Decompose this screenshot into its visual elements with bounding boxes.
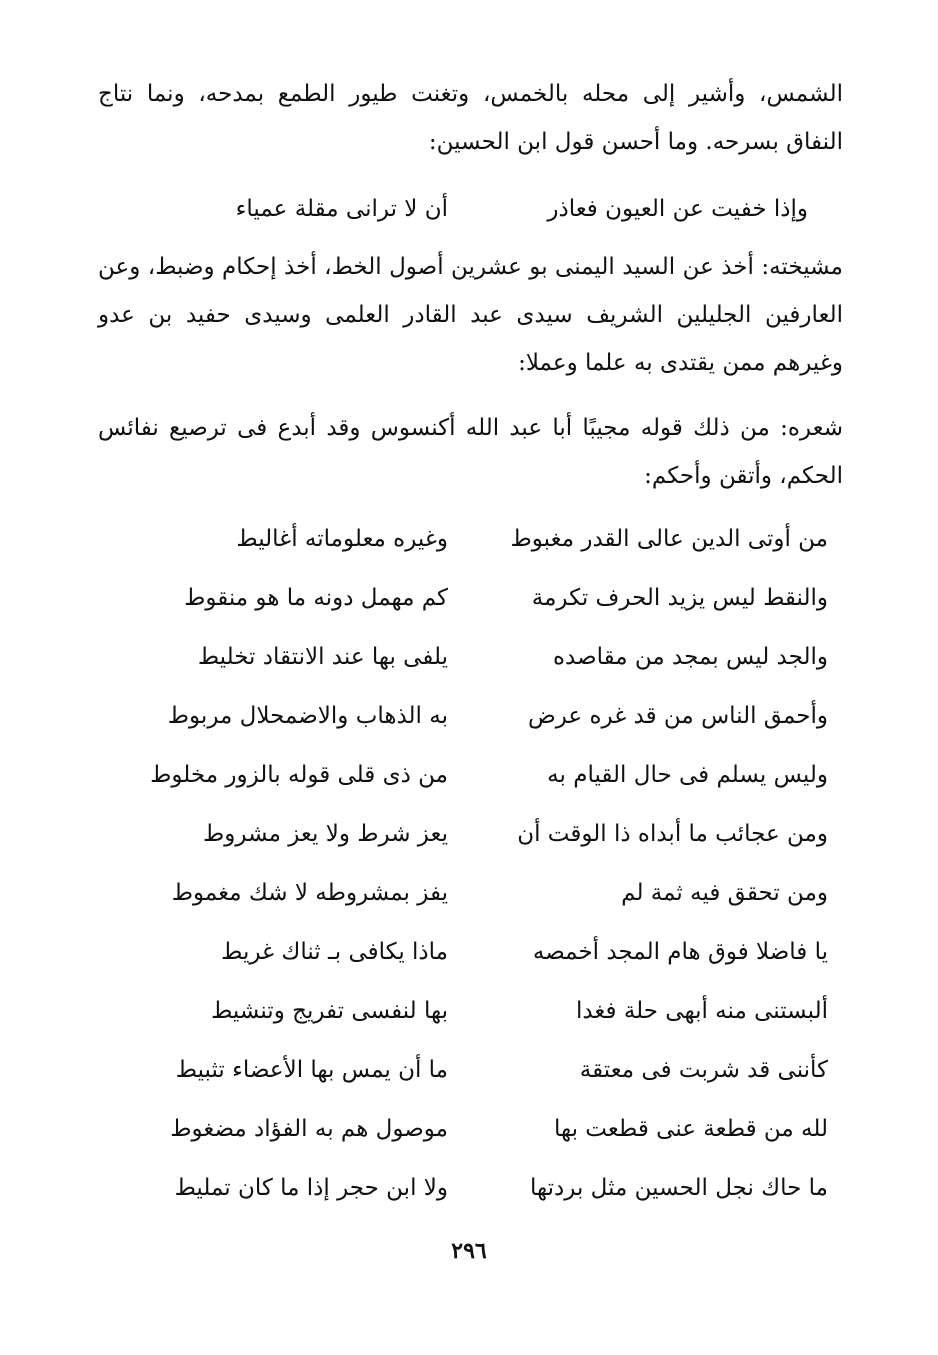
- verse-second-hemistich: من ذى قلى قوله بالزور مخلوط: [150, 762, 448, 788]
- verse-first-hemistich: ما حاك نجل الحسين مثل بردتها: [530, 1175, 828, 1201]
- poem-line: [108, 575, 828, 623]
- verse-second-hemistich: موصول هم به الفؤاد مضغوط: [170, 1116, 448, 1142]
- verse-first-hemistich: ألبستنى منه أبهى حلة فغدا: [575, 998, 828, 1024]
- verse-first-hemistich: يا فاضلا فوق هام المجد أخمصه: [532, 939, 828, 965]
- verse-second-hemistich: بها لنفسى تفريج وتنشيط: [211, 998, 448, 1024]
- poem-line: [108, 516, 828, 564]
- paragraph-poetry: شعره: من ذلك قوله مجيبًا أبا عبد الله أكنسوس وقد أبدع فى ترصيع نفائس الحكم، وأتقن وأحكم:: [98, 415, 843, 489]
- poem-line: [108, 1106, 828, 1154]
- verse-second-hemistich: يلفى بها عند الانتقاد تخليط: [197, 644, 448, 670]
- poem-line: [108, 988, 828, 1036]
- verse-first-hemistich: وأحمق الناس من قد غره عرض: [527, 703, 828, 729]
- verse-first-hemistich: من أوتى الدين عالى القدر مغبوط: [510, 526, 828, 552]
- verse-first-hemistich: لله من قطعة عنى قطعت بها: [553, 1116, 828, 1142]
- poem-line: [108, 752, 828, 800]
- verse-second-hemistich: به الذهاب والاضمحلال مربوط: [167, 703, 448, 729]
- quoted-verse: [108, 186, 808, 232]
- poem-line: [108, 929, 828, 977]
- poem-line: [108, 693, 828, 741]
- verse-second-hemistich: ما أن يمس بها الأعضاء تثبيط: [175, 1057, 448, 1083]
- paragraph-teachers: مشيخته: أخذ عن السيد اليمنى بو عشرين أصول الخط، أخذ إحكام وضبط، وعن العارفين الجليلين الشريف سيدى عبد القادر العلمى وسيدى حفيد بن عدو وغيرهم ممن يقتدى به علما وعملا:: [98, 254, 843, 376]
- verse-second-hemistich: يفز بمشروطه لا شك مغموط: [171, 880, 448, 906]
- poem-line: [108, 870, 828, 918]
- verse-first-hemistich: كأننى قد شربت فى معتقة: [579, 1057, 828, 1083]
- verse-first-hemistich: وإذا خفيت عن العيون فعاذر: [547, 196, 808, 222]
- poem-line: [108, 634, 828, 682]
- verse-second-hemistich: ولا ابن حجر إذا ما كان تمليط: [174, 1175, 448, 1201]
- verse-second-hemistich: يعز شرط ولا يعز مشروط: [203, 821, 448, 847]
- verse-first-hemistich: والنقط ليس يزيد الحرف تكرمة: [531, 585, 828, 611]
- poem-line: [108, 1047, 828, 1095]
- verse-second-hemistich: وغيره معلوماته أغاليط: [236, 526, 448, 552]
- paragraph-intro: الشمس، وأشير إلى محله بالخمس، وتغنت طيور الطمع بمدحه، ونما نتاج النفاق بسرحه. وما أحسن قول ابن الحسين:: [98, 81, 843, 155]
- verse-second-hemistich: ماذا يكافى بـ ثناك غريط: [221, 939, 448, 965]
- verse-first-hemistich: والجد ليس بمجد من مقاصده: [552, 644, 828, 670]
- poem-line: [108, 811, 828, 859]
- page-number: ٢٩٦: [451, 1238, 487, 1264]
- verse-first-hemistich: وليس يسلم فى حال القيام به: [547, 762, 828, 788]
- verse-second-hemistich: كم مهمل دونه ما هو منقوط: [184, 585, 448, 611]
- verse-first-hemistich: ومن تحقق فيه ثمة لم: [621, 880, 828, 906]
- verse-first-hemistich: ومن عجائب ما أبداه ذا الوقت أن: [517, 821, 828, 847]
- poem-line: [108, 1165, 828, 1213]
- verse-second-hemistich: أن لا ترانى مقلة عمياء: [235, 196, 448, 222]
